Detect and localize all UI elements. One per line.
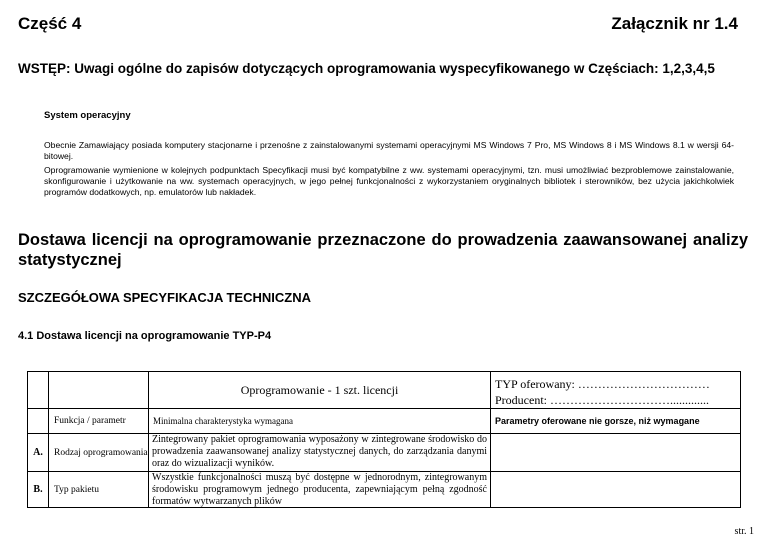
row-label: Rodzaj oprogramowania [49,434,149,472]
blank-cell [49,372,149,409]
page-number: str. 1 [734,526,754,537]
offered-value-cell[interactable] [491,434,741,472]
row-letter: B. [28,472,49,508]
table-row [28,434,741,472]
intro-heading: WSTĘP: Uwagi ogólne do zapisów dotyczących oprogramowania wyspecyfikowanego w Częściach: 1,2,3,4,5 [18,61,715,76]
os-paragraph-2: Oprogramowanie wymienione w kolejnych podpunktach Specyfikacji musi być kompatybilne z ww. systemami operacyjnymi, tzn. musi umożliwiać bezproblemowe zainstalowanie, skonfigurowanie i użytkowanie na ww. systemach operacyjnych, w jego pełnej funkcjonalności z wykorzystaniem oryginalnych bibliotek i sterowników, bez użycia jakichkolwiek programów dodatkowych, np. emulatorów lub nakładek. [44,165,734,198]
column-header-row [28,409,741,434]
col-params-header: Parametry oferowane nie gorsze, niż wymagane [491,409,741,434]
subsection-title: 4.1 Dostawa licencji na oprogramowanie TYP-P4 [18,330,272,342]
os-paragraph-1: Obecnie Zamawiający posiada komputery stacjonarne i przenośne z zainstalowanymi systemami operacyjnymi MS Windows 7 Pro, MS Windows 8 i MS Windows 8.1 w wersji 64-bitowej. [44,140,734,162]
spec-title: SZCZEGÓŁOWA SPECYFIKACJA TECHNICZNA [18,290,311,305]
part-number: Część 4 [18,14,82,33]
row-label: Typ pakietu [49,472,149,508]
offered-value-cell[interactable] [491,472,741,508]
spec-table [27,371,741,508]
blank-cell [28,372,49,409]
col-function-header: Funkcja / parametr [49,409,149,434]
row-letter: A. [28,434,49,472]
section-title: Dostawa licencji na oprogramowanie przeznaczone do prowadzenia zaawansowanej analizy statystycznej [18,231,748,269]
annex-number: Załącznik nr 1.4 [611,14,738,33]
row-description: Zintegrowany pakiet oprogramowania wyposażony w zintegrowane środowisko do prowadzenia zaawansowanej analizy statystycznej danych, do zarządzania danymi oraz do wizualizacji wyników. [149,434,491,472]
offer-cell [491,372,741,409]
row-description: Wszystkie funkcjonalności muszą być dostępne w jednorodnym, zintegrowanym środowisku programowym jednego producenta, zapewniającym pełną zgodność formatów wytwarzanych plików [149,472,491,508]
producer: Producent: …………………………............. [495,393,709,407]
col-min-header: Minimalna charakterystyka wymagana [149,409,491,434]
table-header-row [28,372,741,409]
type-offered: TYP oferowany: …………………………… [495,377,710,391]
os-section-title: System operacyjny [44,110,131,121]
blank-cell [28,409,49,434]
table-row [28,472,741,508]
software-label: Oprogramowanie - 1 szt. licencji [149,372,491,409]
